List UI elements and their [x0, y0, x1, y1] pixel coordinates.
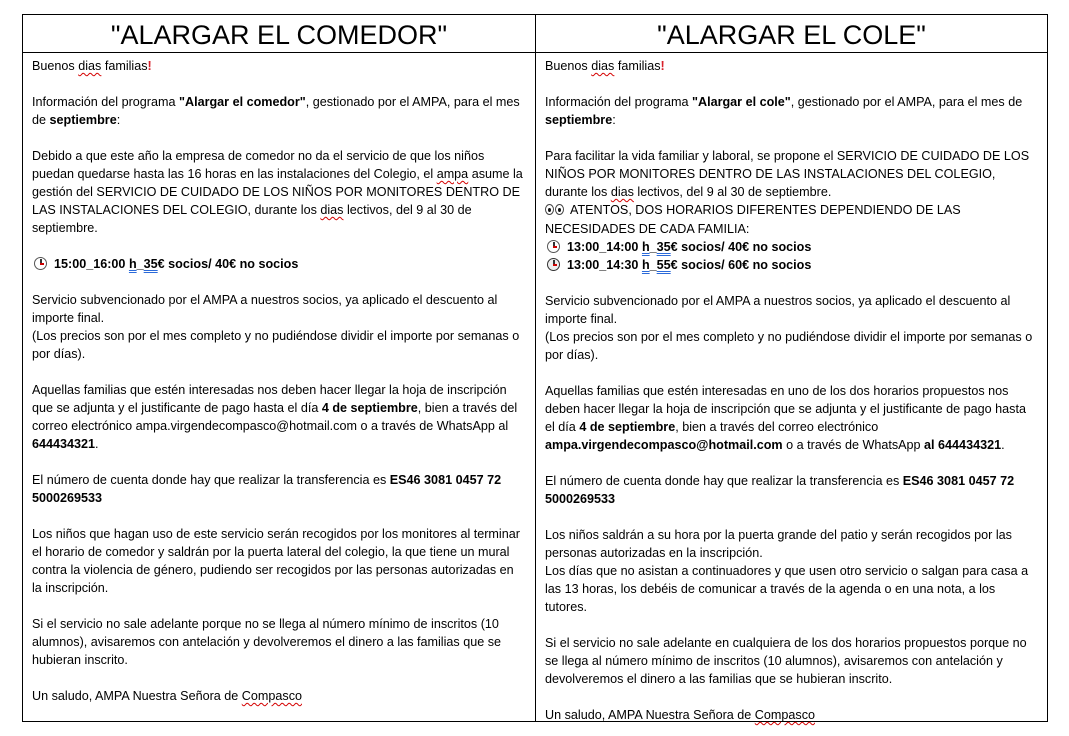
- column-alargar-comedor: [23, 15, 536, 721]
- account-paragraph: El número de cuenta donde hay que realizar la transferencia es ES46 3081 0457 72 5000269533: [545, 474, 1015, 506]
- intro-paragraph: Información del programa "Alargar el comedor", gestionado por el AMPA, para el mes de septiembre:: [32, 95, 520, 127]
- exit-paragraph: Los niños saldrán a su hora por la puerta grande del patio y serán recogidos por las personas autorizadas en la inscripción.: [545, 528, 1012, 560]
- eyes-icon: [545, 202, 565, 220]
- inscription-paragraph: Aquellas familias que estén interesadas en uno de los dos horarios propuestos nos deben hacer llegar la hoja de inscripción que se adjunta y el justificante de pago hasta el día 4 de septiembre, bien a través del correo electrónico ampa.virgendecompasco@hotmail.com o a través de WhatsApp al 644434321.: [545, 384, 1026, 452]
- absence-paragraph: Los días que no asistan a continuadores y que usen otro servicio o salgan para casa a las 13 horas, los debéis de comunicar a través de la agenda o en una nota, a los tutores.: [545, 564, 1029, 614]
- greeting: Buenos dias familias!: [32, 59, 152, 73]
- schedule-line: 15:00_16:00 h_35€ socios/ 40€ no socios: [32, 255, 526, 273]
- subsidy-paragraph: Servicio subvencionado por el AMPA a nuestros socios, ya aplicado el descuento al importe final.: [32, 293, 498, 325]
- minimum-paragraph: Si el servicio no sale adelante en cualquiera de los dos horarios propuestos porque no se llega al número mínimo de inscritos (10 alumnos), avisaremos con antelación y devolveremos el dinero a las familias que se hubieran inscrito.: [545, 636, 1027, 686]
- greeting: Buenos dias familias!: [545, 59, 665, 73]
- inscription-paragraph: Aquellas familias que estén interesadas nos deben hacer llegar la hoja de inscripción que se adjunta y el justificante de pago hasta el día 4 de septiembre, bien a través del correo electrónico ampa.virgendecompasco@hotmail.com o a través de WhatsApp al 644434321.: [32, 383, 518, 451]
- account-paragraph: El número de cuenta donde hay que realizar la transferencia es ES46 3081 0457 72 5000269533: [32, 473, 502, 505]
- attention-line: ATENTOS, DOS HORARIOS DIFERENTES DEPENDIENDO DE LAS NECESIDADES DE CADA FAMILIA:: [545, 203, 961, 236]
- subsidy-paragraph: Servicio subvencionado por el AMPA a nuestros socios, ya aplicado el descuento al importe final.: [545, 294, 1011, 326]
- signature: Un saludo, AMPA Nuestra Señora de Compasco: [545, 708, 815, 722]
- intro-paragraph: Información del programa "Alargar el cole", gestionado por el AMPA, para el mes de septiembre:: [545, 95, 1023, 127]
- column-body-comedor: [23, 53, 535, 705]
- clock-icon: [547, 240, 560, 253]
- clock-icon: [34, 257, 47, 270]
- schedule-line-2: 13:00_14:30 h_55€ socios/ 60€ no socios: [545, 256, 1038, 274]
- signature: Un saludo, AMPA Nuestra Señora de Compasco: [32, 689, 302, 703]
- purpose-paragraph: Para facilitar la vida familiar y laboral, se propone el SERVICIO DE CUIDADO DE LOS NIÑOS POR MONITORES DENTRO DE LAS INSTALACIONES DEL COLEGIO, durante los dias lectivos, del 9 al 30 de septiembre.: [545, 149, 1030, 199]
- reason-paragraph: Debido a que este año la empresa de comedor no da el servicio de que los niños puedan quedarse hasta las 16 horas en las instalaciones del Colegio, el ampa asume la gestión del SERVICIO DE CUIDADO DE LOS NIÑOS POR MONITORES DENTRO DE LAS INSTALACIONES DEL COLEGIO, durante los dias lectivos, del 9 al 30 de septiembre.: [32, 149, 523, 235]
- minimum-paragraph: Si el servicio no sale adelante porque no se llega al número mínimo de inscritos (10 alumnos), avisaremos con antelación y devolveremos el dinero a las familias que se hubieran inscrito.: [32, 617, 502, 667]
- price-note: (Los precios son por el mes completo y no pudiéndose dividir el importe por semanas o por días).: [32, 329, 520, 361]
- pickup-paragraph: Los niños que hagan uso de este servicio serán recogidos por los monitores al terminar el horario de comedor y saldrán por la puerta lateral del colegio, la que tiene un mural contra la violencia de género, pudiendo ser recogidos por las personas autorizadas en la inscripción.: [32, 527, 520, 595]
- red-exclamation-icon: !: [660, 59, 665, 73]
- red-exclamation-icon: !: [147, 59, 152, 73]
- column-body-cole: [536, 53, 1047, 724]
- column-alargar-cole: [536, 15, 1047, 721]
- schedule-line-1: 13:00_14:00 h_35€ socios/ 40€ no socios: [545, 238, 1038, 256]
- flyer-table: [22, 14, 1048, 722]
- column-title-comedor: "ALARGAR EL COMEDOR": [23, 15, 535, 53]
- clock-icon-dark: [547, 258, 560, 271]
- column-title-cole: "ALARGAR EL COLE": [536, 15, 1047, 53]
- price-note: (Los precios son por el mes completo y no pudiéndose dividir el importe por semanas o por días).: [545, 330, 1033, 362]
